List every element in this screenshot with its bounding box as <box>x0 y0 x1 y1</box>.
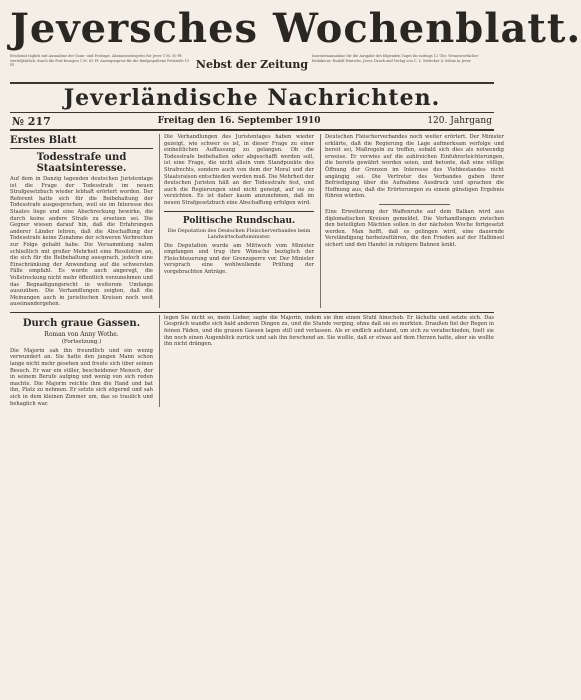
feuilleton-section <box>10 312 494 407</box>
rundschau-body: Die Deputation wurde am Mittwoch vom Minister empfangen und trug ihre Wünsche bezüglich der Fleischteuerung und der Grenzsperre vor. Der Minister versprach eine wohlwollende Prüfung der vorgebrachten Anträge. <box>164 242 314 275</box>
issue-date: Freitag den 16. September 1910 <box>157 116 321 126</box>
feuilleton-note: (Fortsetzung.) <box>61 338 102 345</box>
masthead-title: Jeversches Wochenblatt. <box>10 5 581 52</box>
column-2 <box>159 134 314 308</box>
article-body: Auf dem in Danzig tagenden deutschen Juristentage ist die Frage der Todesstrafe im neuen Strafgesetzbuch wieder lebhaft erörtert worden. Der Referent hatte sich für die Beibehaltung der Todesstrafe ausgesprochen, weil sie im Interesse des Staates liege und eine Abschreckung bewirke, die durch keine andere Strafe zu ersetzen sei. Die Gegner wiesen darauf hin, daß die Erfahrungen anderer Länder lehren, daß die Abschaffung der Todesstrafe keine Zunahme der schweren Verbrechen zur Folge gehabt habe. Die Versammlung nahm schließlich mit großer Mehrheit eine Resolution an, die sich für die Beibehaltung aussprach, jedoch eine Einschränkung der Anwendung auf die schwersten Fälle empfahl. Es wurde auch angeregt, die Vollstreckung nicht mehr öffentlich vorzunehmen und das Begnadigungsrecht in weiterem Umfange auszuüben. Die Verhandlungen zeigten, daß die Meinungen auch in juristischen Kreisen noch weit auseinandergehen. <box>10 176 153 308</box>
divider-short <box>379 204 451 205</box>
feuilleton-right <box>159 315 494 407</box>
right-notice: Inseratenannahme für die Ausgabe des folgenden Tages bis mittags 12 Uhr. Verantwortlicher Redakteur: Rudolf Hinrichs, Jever. Druck und Verlag von C. L. Mettcker & Söhne in Jever. <box>312 54 479 63</box>
feuilleton-left <box>10 315 153 407</box>
article-body-continued: Die Verhandlungen des Juristentages haben wieder gezeigt, wie schwer es ist, in dieser Frage zu einer einheitlichen Auffassung zu gelangen. Ob die Todesstrafe beibehalten oder abgeschafft werden soll, ist eine Frage, die nicht allein vom Standpunkte des Strafrechts, sondern auch von dem der Moral und der Staatsraison entschieden werden muß. Die Mehrheit der deutschen Juristen hält an der Todesstrafe fest, und auch die Regierungen sind nicht geneigt, auf sie zu verzichten. Es ist daher kaum anzunehmen, daß im neuen Strafgesetzbuch eine Abschaffung erfolgen wird. <box>164 134 314 206</box>
feuilleton-body-continued: legen Sie nicht so, mein Lieber, sagte die Majorin, indem sie ihm einen Stuhl hinschob. Er lächelte und setzte sich. Das Gespräch wandte sich bald anderen Dingen zu, und die Stunde verging, ohne daß sie es merkten. Draußen fiel der Regen in feinen Fäden, und die grauen Gassen lagen still und verlassen. Als er endlich aufstand, um sich zu verabschieden, hielt sie ihn noch einen Augenblick zurück und sah ihn forschend an. Sie wußte, daß er etwas auf dem Herzen hatte, aber sie wollte ihn nicht drängen. <box>164 314 494 348</box>
left-notice: Erscheint täglich mit Ausnahme der Sonn- und Festtage. Abonnementspreis für Jever 1 M. 50 Pf. vierteljährlich, durch die Post bezogen 1 M. 65 Pf. Anzeigenpreis für die fünfgespaltene Petitzeile 10 Pf. <box>10 54 190 67</box>
masthead-subrow <box>10 54 494 82</box>
column-1 <box>10 134 153 308</box>
rundschau-headline: Politische Rundschau. <box>182 215 296 226</box>
feuilleton-byline: Roman von Anny Wothe. <box>44 330 119 338</box>
column3-body: Deutschen Fleischerverbandes noch weiter erörtert. Der Minister erklärte, daß die Regierung die Lage aufmerksam verfolge und bereit sei, Maßregeln zu treffen, sobald sich dies als notwendig erweise. Er verwies auf die zahlreichen Einfuhrerleichterungen, die bereits gewährt worden seien, und betonte, daß eine völlige Öffnung der Grenzen im Interesse des Viehbestandes nicht angängig sei. Die Vertreter des Verbandes gaben ihrer Befriedigung über die Aufnahme Ausdruck und sprachen die Hoffnung aus, daß die Erörterungen zu einem günstigen Ergebnis führen würden. <box>325 134 504 200</box>
volume-year: 120. Jahrgang <box>427 116 492 126</box>
column-3 <box>320 134 504 308</box>
article-columns <box>10 134 504 308</box>
dateline <box>10 113 494 129</box>
section-label: Erstes Blatt <box>10 134 153 149</box>
masthead-subtitle: Nebst der Zeitung <box>195 58 309 71</box>
article-headline: Todesstrafe und Staatsinteresse. <box>36 152 127 174</box>
dateline-rule <box>10 129 494 131</box>
feuilleton-body: Die Majorin sah ihn freundlich und ein wenig verwundert an. Sie hatte den jungen Mann schon lange nicht mehr gesehen und freute sich über seinen Besuch. Er war ein stiller, bescheidener Mensch, der in seinem Berufe aufging und wenig von sich reden machte. Die Majorin reichte ihm die Hand und bat ihn, Platz zu nehmen. Er setzte sich zögernd und sah sich in dem kleinen Zimmer um, das so traulich und behaglich war. <box>10 347 153 407</box>
rundschau-subhead: Die Deputation des Deutschen Fleischerverbandes beim Landwirtschaftsminister. <box>167 227 311 240</box>
issue-number: № 217 <box>12 114 51 128</box>
feuilleton-headline: Durch graue Gassen. <box>22 317 141 329</box>
divider <box>164 211 314 212</box>
regional-title: Jeverländische Nachrichten. <box>63 85 441 111</box>
column3-body-2: Eine Erweiterung der Waffenruhe auf dem Balkan wird aus diplomatischen Kreisen gemeldet. Die Verhandlungen zwischen den beteiligten Mächten sollen in der nächsten Woche fortgesetzt werden. Man hofft, daß es gelingen wird, eine dauernde Verständigung herbeizuführen, die den Frieden auf der Halbinsel sichert und den Handel in ruhigere Bahnen lenkt. <box>325 208 504 248</box>
